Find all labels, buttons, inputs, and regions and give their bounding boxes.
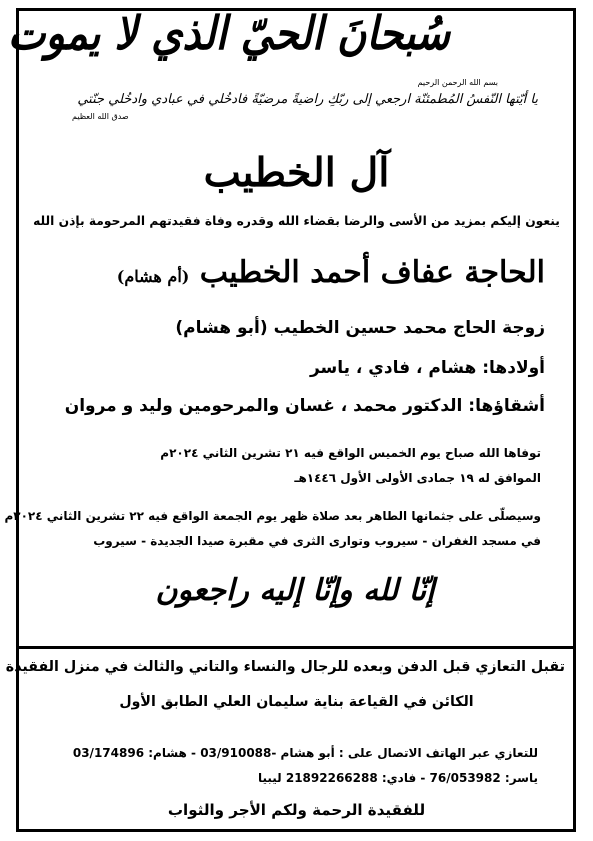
sadaq-text: صدق الله العظيم — [72, 112, 129, 121]
family-name: آل الخطيب — [203, 150, 390, 196]
announcement: ينعون إليكم بمزيد من الأسى والرضا بقضاء الله وقدره وفاة فقيدتهم المرحومة بإذن الله — [33, 214, 560, 228]
section-divider — [18, 646, 574, 649]
hijri-date: الموافق له ١٩ جمادى الأولى الأول ١٤٤٦هـ — [294, 471, 541, 485]
calligraphy-title-text: سُبحانَ الحيّ الذي لا يموت — [7, 6, 450, 61]
children-line: أولادها: هشام ، فادي ، ياسر — [309, 358, 545, 378]
death-date: توفاها الله صباح يوم الخميس الواقع فيه ٢١ تشرين الثاني ٢٠٢٤م — [160, 446, 541, 460]
closing-line: للفقيدة الرحمة ولكم الأجر والثواب — [167, 801, 426, 819]
quran-verse: يا أيّتها النّفسُ المُطمئنّة ارجعي إلى ربّكِ راضيةً مرضيّةً فادخُلي في عبادي وادخُلي جنّتي — [77, 92, 538, 107]
deceased-full-name: الحاجة عفاف أحمد الخطيب — [199, 255, 545, 290]
calligraphy-closing — [150, 565, 440, 627]
condolences-line-2: الكائن في القياعة بناية سليمان العلي الطابق الأول — [119, 694, 474, 710]
phone-line-1: للتعازي عبر الهاتف الاتصال على : أبو هشام -03/910088 - هشام: 03/174896 — [72, 746, 538, 760]
deceased-nickname: (أم هشام) — [116, 267, 190, 286]
calligraphy-title — [7, 6, 450, 70]
calligraphy-closing-text: إنّا لله وإنّا إليه راجعون — [155, 573, 435, 608]
deceased-name — [117, 255, 545, 290]
siblings-line: أشقاؤها: الدكتور محمد ، غسان والمرحومين وليد و مروان — [64, 396, 545, 416]
phone-line-2: ياسر: 76/053982 - فادي: 21892266288 ليبيا — [257, 771, 538, 785]
basmala: بسم الله الرحمن الرحيم — [417, 78, 498, 87]
condolences-line-1: تقبل التعازي قبل الدفن وبعده للرجال والنساء والتاني والثالث في منزل الفقيدة — [5, 659, 565, 675]
husband-line: زوجة الحاج محمد حسين الخطيب (أبو هشام) — [175, 318, 545, 338]
burial-info: في مسجد الغفران - سيروب وتوارى الثرى في مقبرة صيدا الجديدة - سيروب — [93, 534, 541, 548]
prayer-info: وسيصلّى على جثمانها الطاهر بعد صلاة ظهر يوم الجمعة الواقع فيه ٢٢ تشرين الثاني ٢٠٢٤م — [4, 509, 541, 523]
